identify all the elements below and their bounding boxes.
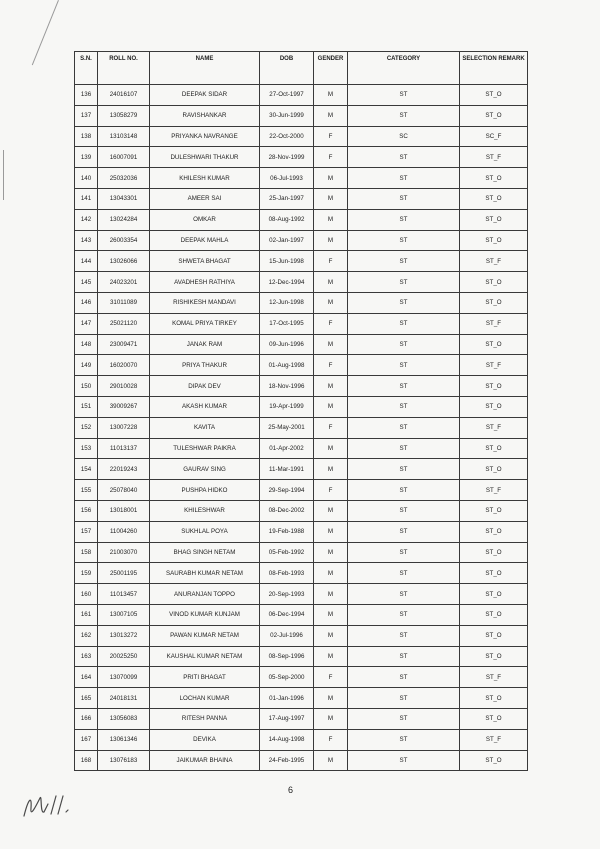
table-body (75, 85, 528, 771)
gender-cell: M (314, 272, 348, 293)
gender-cell: F (314, 147, 348, 168)
name-cell: LOCHAN KUMAR (150, 688, 260, 709)
roll-no-cell: 13007105 (98, 604, 150, 625)
remark-cell: ST_O (460, 105, 528, 126)
remark-cell: ST_F (460, 251, 528, 272)
category-cell: ST (348, 438, 460, 459)
gender-cell: M (314, 500, 348, 521)
roll-no-cell: 13061346 (98, 729, 150, 750)
sn-cell: 157 (75, 521, 98, 542)
gender-cell: M (314, 750, 348, 771)
gender-cell: M (314, 708, 348, 729)
name-cell: SHWETA BHAGAT (150, 251, 260, 272)
table-row (75, 646, 528, 667)
dob-cell: 08-Sep-1996 (260, 646, 314, 667)
gender-cell: M (314, 604, 348, 625)
table-row (75, 417, 528, 438)
name-cell: RITESH PANNA (150, 708, 260, 729)
name-cell: BHAG SINGH NETAM (150, 542, 260, 563)
category-cell: ST (348, 646, 460, 667)
table-row (75, 105, 528, 126)
name-cell: PUSHPA HIDKO (150, 480, 260, 501)
gender-cell: M (314, 646, 348, 667)
name-cell: KAUSHAL KUMAR NETAM (150, 646, 260, 667)
name-header: NAME (150, 52, 260, 85)
remark-cell: ST_O (460, 563, 528, 584)
name-cell: TULESHWAR PAIKRA (150, 438, 260, 459)
dob-cell: 25-May-2001 (260, 417, 314, 438)
category-cell: ST (348, 542, 460, 563)
table-row (75, 85, 528, 106)
roll-no-cell: 24023201 (98, 272, 150, 293)
gender-cell: F (314, 251, 348, 272)
roll-no-cell: 25032036 (98, 168, 150, 189)
dob-cell: 11-Mar-1991 (260, 459, 314, 480)
remark-cell: ST_O (460, 646, 528, 667)
roll-no-cell: 25021120 (98, 313, 150, 334)
sn-cell: 153 (75, 438, 98, 459)
remark-cell: SC_F (460, 126, 528, 147)
remark-cell: ST_O (460, 209, 528, 230)
sn-cell: 137 (75, 105, 98, 126)
category-cell: ST (348, 147, 460, 168)
remark-cell: ST_O (460, 625, 528, 646)
roll-no-cell: 11004260 (98, 521, 150, 542)
gender-cell: M (314, 459, 348, 480)
table-row (75, 750, 528, 771)
roll-no-cell: 16020070 (98, 355, 150, 376)
remark-cell: ST_F (460, 147, 528, 168)
roll-no-cell: 11013457 (98, 584, 150, 605)
category-cell: ST (348, 604, 460, 625)
sn-cell: 158 (75, 542, 98, 563)
table-row (75, 438, 528, 459)
sn-cell: 136 (75, 85, 98, 106)
category-cell: ST (348, 480, 460, 501)
dob-cell: 27-Oct-1997 (260, 85, 314, 106)
name-cell: RISHIKESH MANDAVI (150, 292, 260, 313)
category-cell: ST (348, 85, 460, 106)
table-row (75, 688, 528, 709)
sn-cell: 144 (75, 251, 98, 272)
dob-cell: 09-Jun-1996 (260, 334, 314, 355)
remark-cell: ST_O (460, 708, 528, 729)
dob-cell: 01-Aug-1998 (260, 355, 314, 376)
name-cell: AVADHESH RATHIYA (150, 272, 260, 293)
remark-cell: ST_O (460, 438, 528, 459)
category-cell: ST (348, 168, 460, 189)
category-cell: ST (348, 209, 460, 230)
name-cell: PAWAN KUMAR NETAM (150, 625, 260, 646)
table-row (75, 459, 528, 480)
category-cell: ST (348, 230, 460, 251)
category-cell: ST (348, 417, 460, 438)
table-row (75, 272, 528, 293)
sn-cell: 161 (75, 604, 98, 625)
gender-cell: M (314, 521, 348, 542)
name-cell: GAURAV SING (150, 459, 260, 480)
dob-cell: 14-Aug-1998 (260, 729, 314, 750)
category-cell: ST (348, 563, 460, 584)
roll-no-cell: 21003070 (98, 542, 150, 563)
name-cell: AKASH KUMAR (150, 396, 260, 417)
sn-cell: 164 (75, 667, 98, 688)
roll-no-cell: 25001195 (98, 563, 150, 584)
dob-cell: 18-Nov-1996 (260, 376, 314, 397)
dob-header: DOB (260, 52, 314, 85)
table-row (75, 147, 528, 168)
dob-cell: 06-Jul-1993 (260, 168, 314, 189)
table-row (75, 563, 528, 584)
remark-cell: ST_O (460, 230, 528, 251)
dob-cell: 30-Jun-1999 (260, 105, 314, 126)
category-cell: ST (348, 708, 460, 729)
category-cell: ST (348, 396, 460, 417)
roll-no-header: ROLL NO. (98, 52, 150, 85)
sn-cell: 156 (75, 500, 98, 521)
scan-edge-line (32, 0, 59, 65)
gender-cell: M (314, 542, 348, 563)
table-header-row (75, 52, 528, 85)
category-cell: ST (348, 251, 460, 272)
remark-cell: ST_F (460, 313, 528, 334)
dob-cell: 12-Dec-1994 (260, 272, 314, 293)
roll-no-cell: 13024284 (98, 209, 150, 230)
remark-cell: ST_O (460, 334, 528, 355)
dob-cell: 22-Oct-2000 (260, 126, 314, 147)
roll-no-cell: 23009471 (98, 334, 150, 355)
roll-no-cell: 13058279 (98, 105, 150, 126)
gender-cell: F (314, 417, 348, 438)
sn-cell: 143 (75, 230, 98, 251)
sn-cell: 155 (75, 480, 98, 501)
sn-cell: 150 (75, 376, 98, 397)
table-row (75, 376, 528, 397)
category-cell: ST (348, 292, 460, 313)
category-cell: ST (348, 313, 460, 334)
sn-cell: 147 (75, 313, 98, 334)
remark-cell: ST_F (460, 355, 528, 376)
roll-no-cell: 13026066 (98, 251, 150, 272)
selection-table (74, 51, 528, 771)
category-cell: ST (348, 521, 460, 542)
dob-cell: 01-Apr-2002 (260, 438, 314, 459)
category-cell: ST (348, 376, 460, 397)
dob-cell: 19-Feb-1988 (260, 521, 314, 542)
gender-cell: M (314, 168, 348, 189)
gender-cell: F (314, 729, 348, 750)
table-row (75, 729, 528, 750)
gender-cell: M (314, 376, 348, 397)
gender-cell: M (314, 334, 348, 355)
category-cell: ST (348, 272, 460, 293)
sn-cell: 148 (75, 334, 98, 355)
sn-cell: 168 (75, 750, 98, 771)
gender-cell: M (314, 688, 348, 709)
dob-cell: 02-Jan-1997 (260, 230, 314, 251)
sn-cell: 160 (75, 584, 98, 605)
name-cell: DULESHWARI THAKUR (150, 147, 260, 168)
roll-no-cell: 39009267 (98, 396, 150, 417)
roll-no-cell: 13043301 (98, 188, 150, 209)
roll-no-cell: 13103148 (98, 126, 150, 147)
table-row (75, 708, 528, 729)
category-header: CATEGORY (348, 52, 460, 85)
roll-no-cell: 13018001 (98, 500, 150, 521)
name-cell: SAURABH KUMAR NETAM (150, 563, 260, 584)
remark-cell: ST_O (460, 604, 528, 625)
name-cell: OMKAR (150, 209, 260, 230)
remark-cell: ST_O (460, 542, 528, 563)
gender-cell: F (314, 313, 348, 334)
gender-cell: F (314, 126, 348, 147)
sn-cell: 151 (75, 396, 98, 417)
roll-no-cell: 31011089 (98, 292, 150, 313)
remark-cell: ST_F (460, 417, 528, 438)
name-cell: SUKHLAL POYA (150, 521, 260, 542)
roll-no-cell: 29010028 (98, 376, 150, 397)
name-cell: DIPAK DEV (150, 376, 260, 397)
remark-cell: ST_O (460, 500, 528, 521)
remark-cell: ST_O (460, 688, 528, 709)
table-row (75, 313, 528, 334)
table-row (75, 126, 528, 147)
sn-cell: 165 (75, 688, 98, 709)
category-cell: ST (348, 625, 460, 646)
gender-cell: M (314, 209, 348, 230)
remark-cell: ST_O (460, 376, 528, 397)
scan-edge-mark (3, 150, 4, 200)
category-cell: ST (348, 584, 460, 605)
dob-cell: 19-Apr-1999 (260, 396, 314, 417)
sn-cell: 163 (75, 646, 98, 667)
gender-cell: M (314, 85, 348, 106)
remark-cell: ST_O (460, 85, 528, 106)
remark-cell: ST_O (460, 459, 528, 480)
name-cell: ANURANJAN TOPPO (150, 584, 260, 605)
dob-cell: 29-Sep-1994 (260, 480, 314, 501)
name-cell: PRITI BHAGAT (150, 667, 260, 688)
table-row (75, 542, 528, 563)
roll-no-cell: 16007091 (98, 147, 150, 168)
remark-cell: ST_O (460, 750, 528, 771)
table-row (75, 334, 528, 355)
dob-cell: 17-Oct-1995 (260, 313, 314, 334)
dob-cell: 20-Sep-1993 (260, 584, 314, 605)
category-cell: ST (348, 105, 460, 126)
dob-cell: 08-Dec-2002 (260, 500, 314, 521)
roll-no-cell: 13007228 (98, 417, 150, 438)
remark-cell: ST_O (460, 521, 528, 542)
roll-no-cell: 26003354 (98, 230, 150, 251)
category-cell: ST (348, 459, 460, 480)
gender-cell: M (314, 292, 348, 313)
sn-cell: 152 (75, 417, 98, 438)
category-cell: ST (348, 355, 460, 376)
roll-no-cell: 13070099 (98, 667, 150, 688)
gender-cell: F (314, 667, 348, 688)
sn-cell: 159 (75, 563, 98, 584)
name-cell: DEVIKA (150, 729, 260, 750)
roll-no-cell: 25078040 (98, 480, 150, 501)
table-row (75, 188, 528, 209)
table-row (75, 604, 528, 625)
name-cell: VINOD KUMAR KUNJAM (150, 604, 260, 625)
table-row (75, 521, 528, 542)
dob-cell: 05-Feb-1992 (260, 542, 314, 563)
selection-remark-header: SELECTION REMARK (460, 52, 528, 85)
table-row (75, 625, 528, 646)
table-row (75, 355, 528, 376)
sn-cell: 141 (75, 188, 98, 209)
remark-cell: ST_O (460, 168, 528, 189)
roll-no-cell: 13056083 (98, 708, 150, 729)
name-cell: JANAK RAM (150, 334, 260, 355)
category-cell: ST (348, 188, 460, 209)
dob-cell: 06-Dec-1994 (260, 604, 314, 625)
table-row (75, 230, 528, 251)
name-cell: PRIYA THAKUR (150, 355, 260, 376)
table-row (75, 584, 528, 605)
table-row (75, 667, 528, 688)
roll-no-cell: 24016107 (98, 85, 150, 106)
roll-no-cell: 13076183 (98, 750, 150, 771)
table-row (75, 480, 528, 501)
sn-cell: 162 (75, 625, 98, 646)
roll-no-cell: 20025250 (98, 646, 150, 667)
name-cell: PRIYANKA NAVRANGE (150, 126, 260, 147)
remark-cell: ST_F (460, 729, 528, 750)
sn-cell: 140 (75, 168, 98, 189)
category-cell: ST (348, 500, 460, 521)
gender-cell: M (314, 396, 348, 417)
gender-cell: F (314, 480, 348, 501)
name-cell: DEEPAK SIDAR (150, 85, 260, 106)
table-row (75, 209, 528, 230)
remark-cell: ST_O (460, 188, 528, 209)
name-cell: KOMAL PRIYA TIRKEY (150, 313, 260, 334)
dob-cell: 02-Jul-1996 (260, 625, 314, 646)
remark-cell: ST_O (460, 292, 528, 313)
dob-cell: 12-Jun-1998 (260, 292, 314, 313)
sn-cell: 142 (75, 209, 98, 230)
name-cell: KHILESH KUMAR (150, 168, 260, 189)
dob-cell: 24-Feb-1995 (260, 750, 314, 771)
name-cell: DEEPAK MAHLA (150, 230, 260, 251)
sn-header: S.N. (75, 52, 98, 85)
remark-cell: ST_F (460, 480, 528, 501)
sn-cell: 145 (75, 272, 98, 293)
dob-cell: 01-Jan-1996 (260, 688, 314, 709)
remark-cell: ST_F (460, 667, 528, 688)
sn-cell: 149 (75, 355, 98, 376)
name-cell: KAVITA (150, 417, 260, 438)
gender-cell: M (314, 438, 348, 459)
sn-cell: 138 (75, 126, 98, 147)
gender-cell: M (314, 584, 348, 605)
dob-cell: 28-Nov-1999 (260, 147, 314, 168)
name-cell: AMEER SAI (150, 188, 260, 209)
dob-cell: 17-Aug-1997 (260, 708, 314, 729)
roll-no-cell: 24018131 (98, 688, 150, 709)
handwritten-initials (18, 784, 78, 824)
gender-header: GENDER (314, 52, 348, 85)
sn-cell: 146 (75, 292, 98, 313)
roll-no-cell: 22019243 (98, 459, 150, 480)
category-cell: SC (348, 126, 460, 147)
page-number: 6 (288, 785, 294, 795)
roll-no-cell: 13013272 (98, 625, 150, 646)
remark-cell: ST_O (460, 396, 528, 417)
name-cell: RAVISHANKAR (150, 105, 260, 126)
gender-cell: M (314, 105, 348, 126)
gender-cell: F (314, 355, 348, 376)
category-cell: ST (348, 667, 460, 688)
category-cell: ST (348, 750, 460, 771)
table-row (75, 168, 528, 189)
dob-cell: 15-Jun-1998 (260, 251, 314, 272)
table-row (75, 292, 528, 313)
table-row (75, 500, 528, 521)
sn-cell: 166 (75, 708, 98, 729)
table-row (75, 251, 528, 272)
category-cell: ST (348, 688, 460, 709)
dob-cell: 25-Jan-1997 (260, 188, 314, 209)
sn-cell: 154 (75, 459, 98, 480)
gender-cell: M (314, 188, 348, 209)
sn-cell: 139 (75, 147, 98, 168)
dob-cell: 08-Aug-1992 (260, 209, 314, 230)
category-cell: ST (348, 334, 460, 355)
sn-cell: 167 (75, 729, 98, 750)
name-cell: JAIKUMAR BHAINA (150, 750, 260, 771)
dob-cell: 08-Feb-1993 (260, 563, 314, 584)
category-cell: ST (348, 729, 460, 750)
dob-cell: 05-Sep-2000 (260, 667, 314, 688)
gender-cell: M (314, 230, 348, 251)
gender-cell: M (314, 625, 348, 646)
roll-no-cell: 11013137 (98, 438, 150, 459)
gender-cell: M (314, 563, 348, 584)
name-cell: KHILESHWAR (150, 500, 260, 521)
table-row (75, 396, 528, 417)
remark-cell: ST_O (460, 272, 528, 293)
remark-cell: ST_O (460, 584, 528, 605)
